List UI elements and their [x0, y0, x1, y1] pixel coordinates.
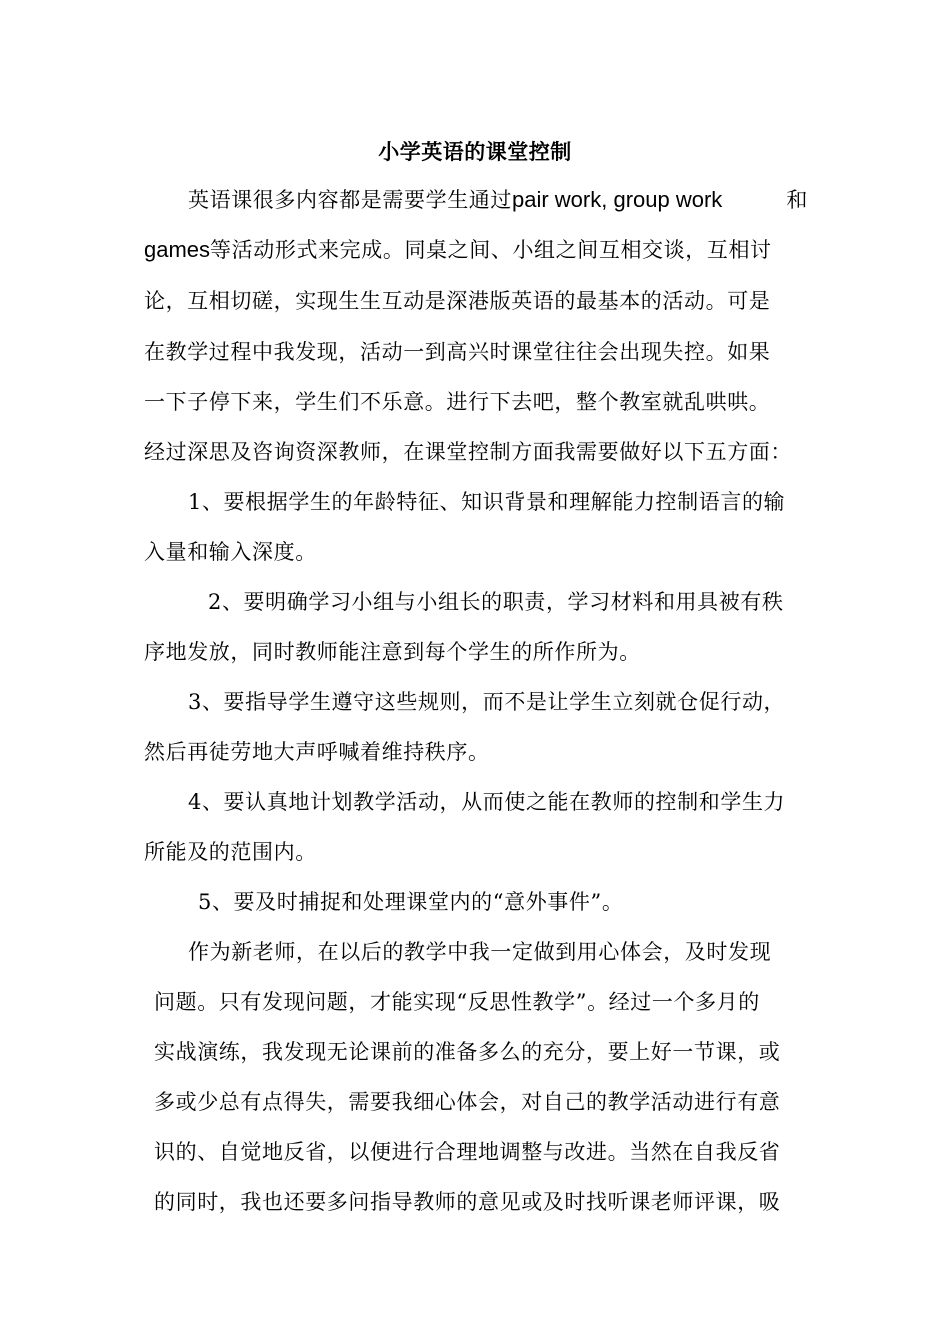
paragraph-2-line-5: 识的、自觉地反省，以便进行合理地调整与改进。当然在自我反省 — [154, 1140, 781, 1164]
list-item-5: 5、要及时捕捉和处理课堂内的“意外事件”。 — [198, 890, 624, 914]
paragraph-2-line-3: 实战演练，我发现无论课前的准备多么的充分，要上好一节课，或 — [154, 1040, 781, 1064]
paragraph-1-line-4: 在教学过程中我发现，活动一到高兴时课堂往往会出现失控。如果 — [144, 340, 771, 364]
list-item-3-line-1: 3、要指导学生遵守这些规则，而不是让学生立刻就仓促行动， — [188, 690, 786, 714]
paragraph-2-line-6: 的同时，我也还要多问指导教师的意见或及时找听课老师评课，吸 — [154, 1190, 781, 1214]
document-title: 小学英语的课堂控制 — [378, 139, 572, 164]
text-segment-latin: pair work, group work — [512, 187, 723, 212]
paragraph-2-line-4: 多或少总有点得失，需要我细心体会，对自己的教学活动进行有意 — [154, 1090, 781, 1114]
list-item-1-line-1: 1、要根据学生的年龄特征、知识背景和理解能力控制语言的输 — [188, 490, 786, 514]
paragraph-2-line-2: 问题。只有发现问题，才能实现“反思性教学”。经过一个多月的 — [154, 990, 760, 1014]
list-item-1-line-2: 入量和输入深度。 — [144, 540, 317, 564]
list-item-3-line-2: 然后再徒劳地大声呼喊着维持秩序。 — [144, 740, 490, 764]
paragraph-1-line-2 — [144, 235, 772, 265]
paragraph-1-line-3: 论，互相切磋，实现生生互动是深港版英语的最基本的活动。可是 — [144, 289, 771, 313]
list-item-2-line-1: 2、要明确学习小组与小组长的职责，学习材料和用具被有秩 — [208, 590, 784, 614]
list-item-4-line-2: 所能及的范围内。 — [144, 840, 317, 864]
text-segment: 和 — [786, 188, 808, 212]
list-item-2-line-2: 序地发放，同时教师能注意到每个学生的所作所为。 — [144, 640, 641, 664]
paragraph-2-line-1: 作为新老师，在以后的教学中我一定做到用心体会，及时发现 — [188, 940, 772, 964]
text-segment: 英语课很多内容都是需要学生通过 — [188, 188, 512, 212]
paragraph-1-line-1 — [188, 185, 808, 215]
text-segment-latin: games — [144, 237, 211, 262]
paragraph-1-line-6: 经过深思及咨询资深教师，在课堂控制方面我需要做好以下五方面： — [144, 440, 792, 464]
paragraph-1-line-5: 一下子停下来，学生们不乐意。进行下去吧，整个教室就乱哄哄。 — [144, 390, 771, 414]
list-item-4-line-1: 4、要认真地计划教学活动，从而使之能在教师的控制和学生力 — [188, 790, 786, 814]
text-segment: 等活动形式来完成。同桌之间、小组之间互相交谈，互相讨 — [210, 238, 772, 262]
